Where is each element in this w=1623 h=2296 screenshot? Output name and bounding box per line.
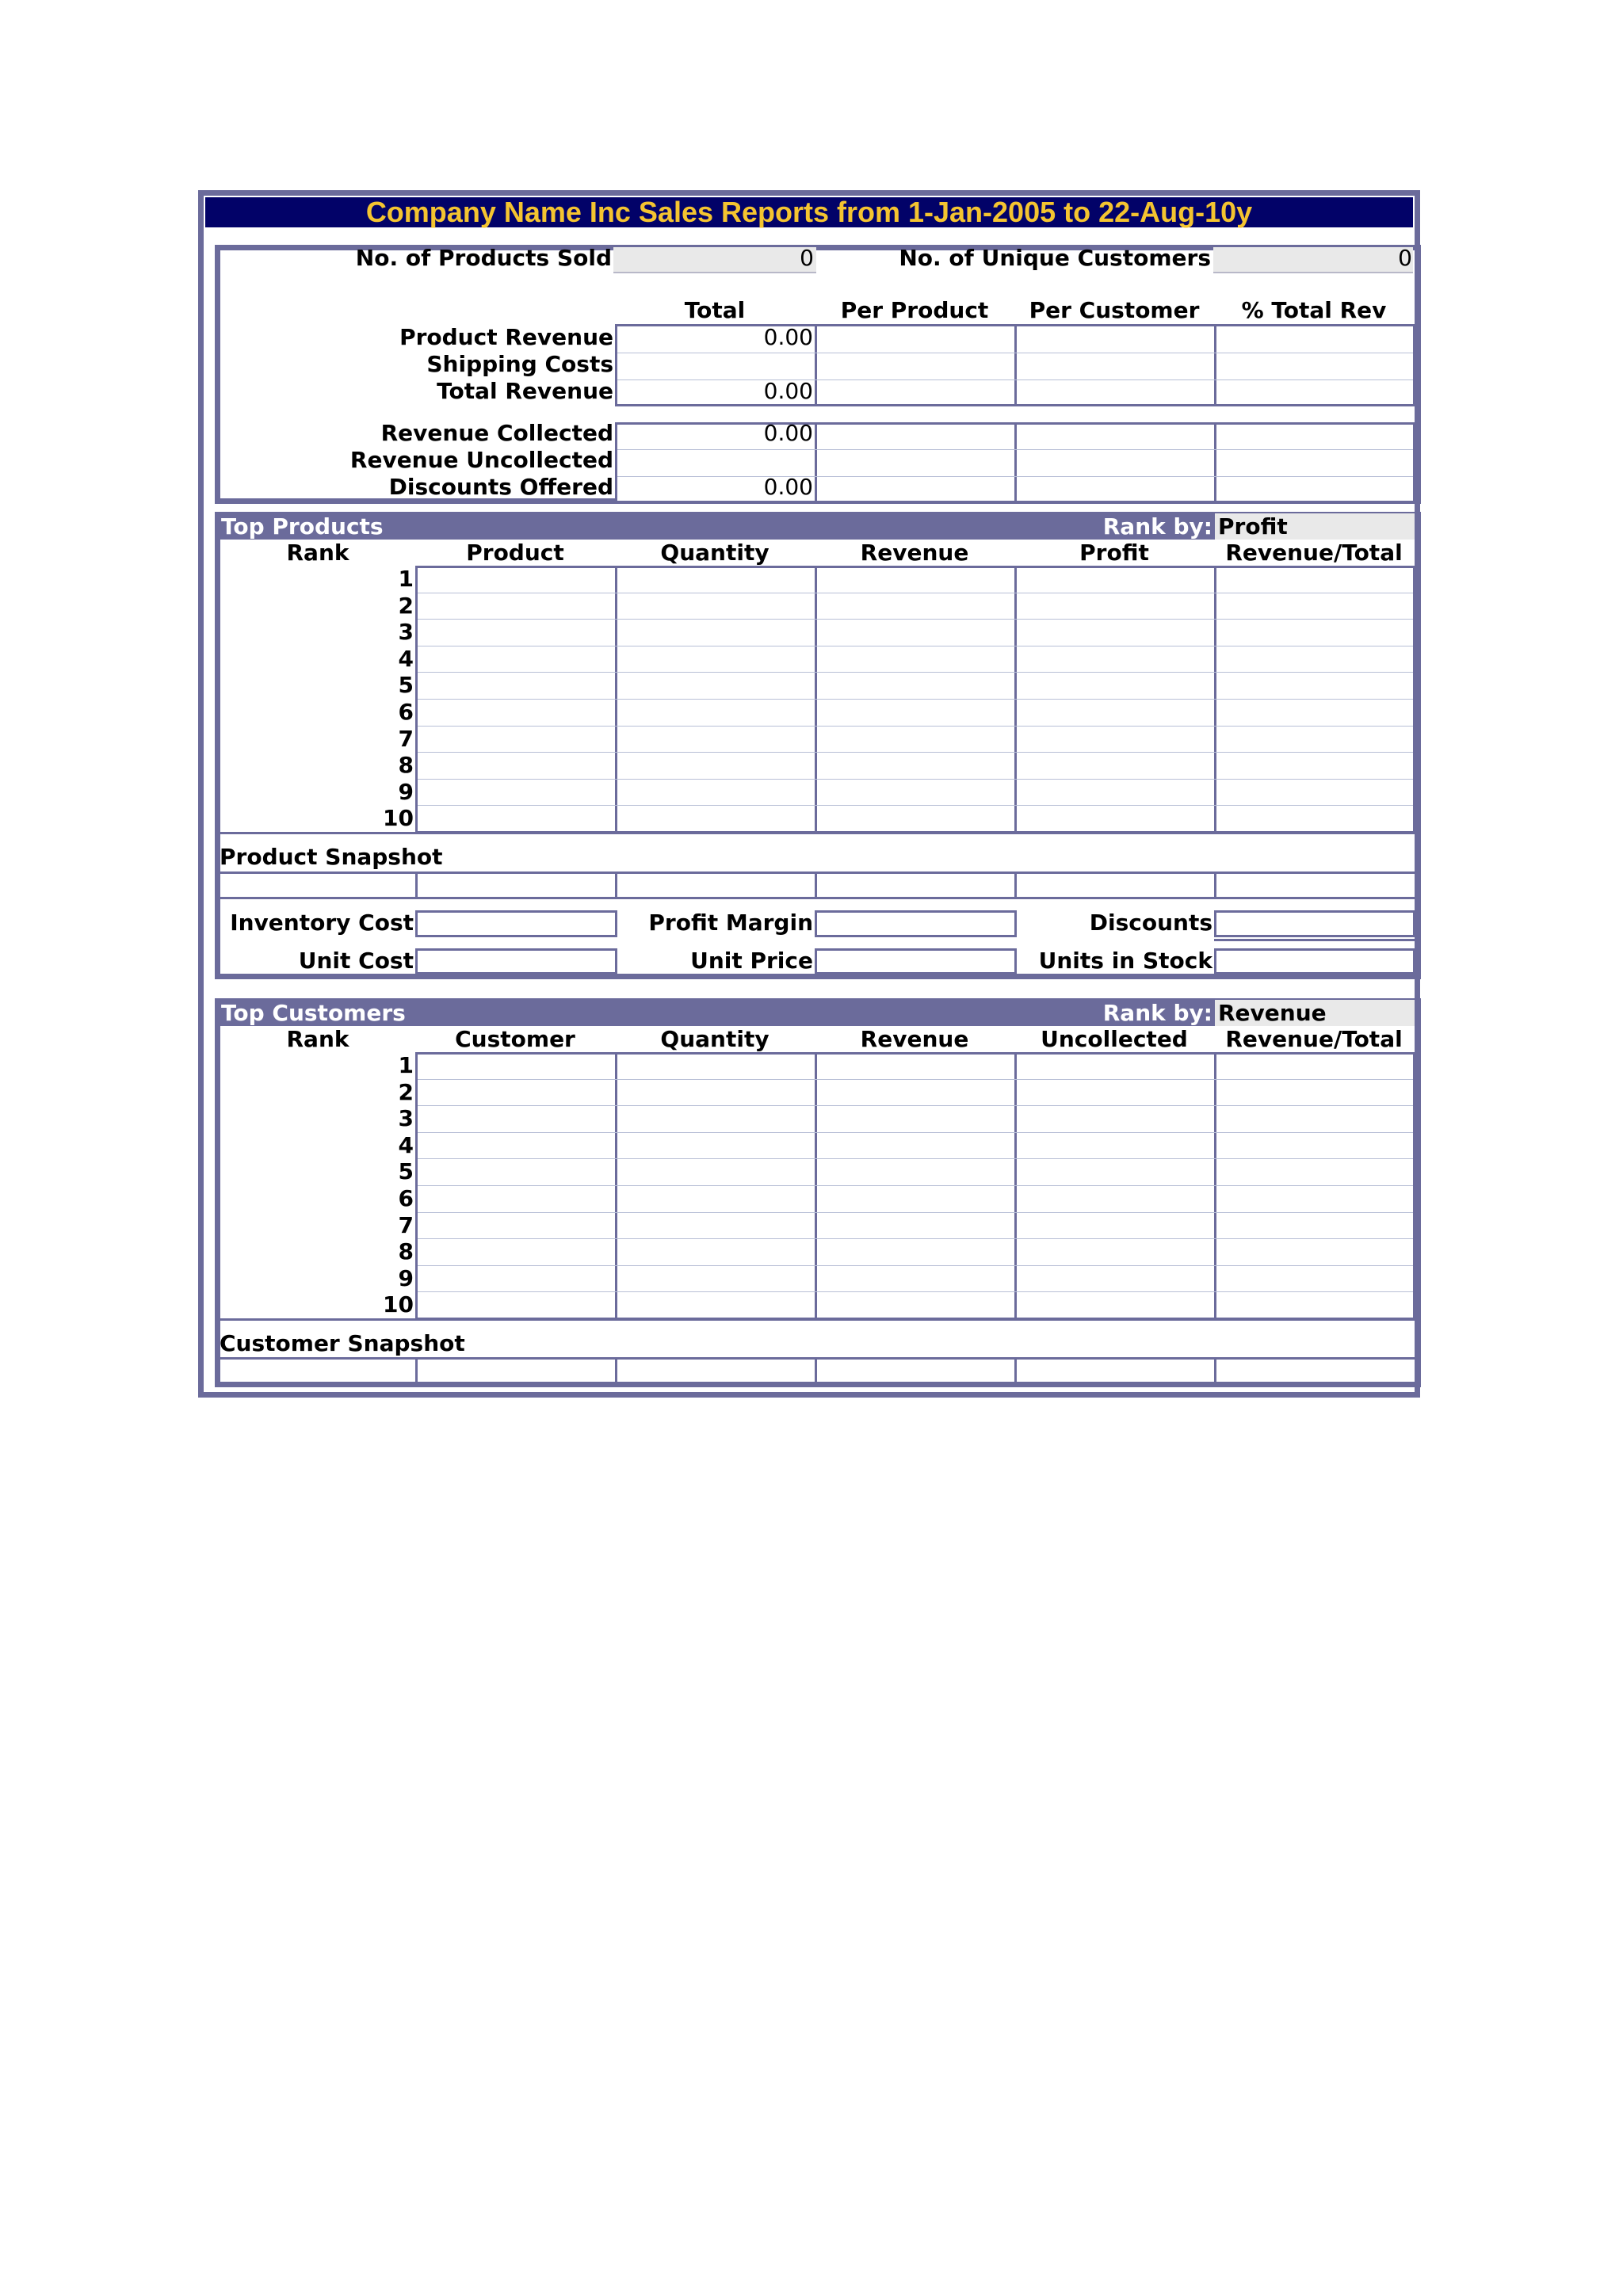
row-label-revenue-uncollected: Revenue Uncollected [349, 447, 613, 473]
product-rank-3: 3 [398, 619, 414, 646]
top-customers-rank-by-select[interactable]: Revenue [1215, 1000, 1415, 1026]
units-in-stock-field [1214, 948, 1415, 974]
customers-header-uncollected: Uncollected [1041, 1026, 1188, 1052]
top-customers-rank-by-label: Rank by: [1102, 1000, 1212, 1026]
unit-price-label: Unit Price [690, 948, 813, 974]
row-label-discounts-offered: Discounts Offered [388, 474, 613, 500]
unit-price-field [815, 948, 1017, 974]
inventory-cost-field [415, 910, 617, 937]
col-header-per-customer: Per Customer [1029, 297, 1200, 323]
col-header-pct-total-rev: % Total Rev [1241, 297, 1387, 323]
product-rank-7: 7 [398, 725, 414, 752]
row-label-product-revenue: Product Revenue [399, 324, 613, 350]
product-rank-2: 2 [398, 592, 414, 619]
customer-snapshot-label: Customer Snapshot [220, 1330, 465, 1356]
row-label-total-revenue: Total Revenue [437, 378, 613, 404]
customer-rank-6: 6 [398, 1185, 414, 1211]
product-rank-4: 4 [398, 645, 414, 672]
customer-rank-5: 5 [398, 1158, 414, 1185]
discounts-label: Discounts [1089, 910, 1212, 936]
customer-rank-1: 1 [398, 1052, 414, 1078]
discounts-offered-total: 0.00 [763, 474, 813, 500]
products-header-profit: Profit [1079, 540, 1149, 566]
product-rank-10: 10 [383, 805, 414, 832]
profit-margin-label: Profit Margin [648, 910, 813, 936]
row-label-revenue-collected: Revenue Collected [380, 420, 613, 446]
products-table [415, 566, 1415, 833]
customers-header-rank: Rank [286, 1026, 349, 1052]
customers-table [415, 1052, 1415, 1320]
unit-cost-field [415, 948, 617, 974]
top-customers-title: Top Customers [221, 1000, 406, 1026]
products-header-rank: Rank [286, 540, 349, 566]
products-header-quantity: Quantity [660, 540, 769, 566]
products-header-revenue: Revenue [860, 540, 969, 566]
product-rank-8: 8 [398, 752, 414, 779]
discounts-field [1214, 910, 1415, 937]
customer-rank-7: 7 [398, 1211, 414, 1238]
product-rank-5: 5 [398, 672, 414, 699]
customer-rank-2: 2 [398, 1078, 414, 1105]
inventory-cost-label: Inventory Cost [230, 910, 414, 936]
customer-rank-4: 4 [398, 1131, 414, 1158]
product-rank-9: 9 [398, 778, 414, 805]
customers-header-revenue: Revenue [860, 1026, 969, 1052]
col-header-total: Total [684, 297, 746, 323]
revenue-collected-total: 0.00 [763, 420, 813, 446]
unique-customers-value: 0 [1398, 245, 1412, 271]
top-products-rank-by-label: Rank by: [1102, 513, 1212, 540]
product-snapshot-label: Product Snapshot [220, 844, 443, 870]
top-products-title: Top Products [221, 513, 384, 540]
top-products-rank-by-select[interactable]: Profit [1215, 513, 1415, 540]
customer-rank-9: 9 [398, 1264, 414, 1291]
customers-header-customer: Customer [455, 1026, 575, 1052]
products-header-revenue-total: Revenue/Total [1225, 540, 1403, 566]
col-header-per-product: Per Product [840, 297, 989, 323]
product-revenue-total: 0.00 [763, 324, 813, 350]
product-rank-6: 6 [398, 699, 414, 725]
customer-rank-10: 10 [383, 1291, 414, 1318]
row-label-shipping-costs: Shipping Costs [426, 351, 613, 377]
units-in-stock-label: Units in Stock [1038, 948, 1212, 974]
customer-rank-8: 8 [398, 1238, 414, 1265]
customers-header-quantity: Quantity [660, 1026, 769, 1052]
total-revenue-total: 0.00 [763, 378, 813, 404]
products-sold-value: 0 [800, 245, 814, 271]
product-rank-1: 1 [398, 566, 414, 592]
report-title: Company Name Inc Sales Reports from 1-Jan-2005 to 22-Aug-10y [205, 197, 1413, 227]
customers-header-revenue-total: Revenue/Total [1225, 1026, 1403, 1052]
products-sold-label: No. of Products Sold [355, 245, 612, 271]
products-header-product: Product [466, 540, 564, 566]
customer-rank-3: 3 [398, 1105, 414, 1132]
unit-cost-label: Unit Cost [298, 948, 414, 974]
profit-margin-field [815, 910, 1017, 937]
unique-customers-label: No. of Unique Customers [899, 245, 1211, 271]
